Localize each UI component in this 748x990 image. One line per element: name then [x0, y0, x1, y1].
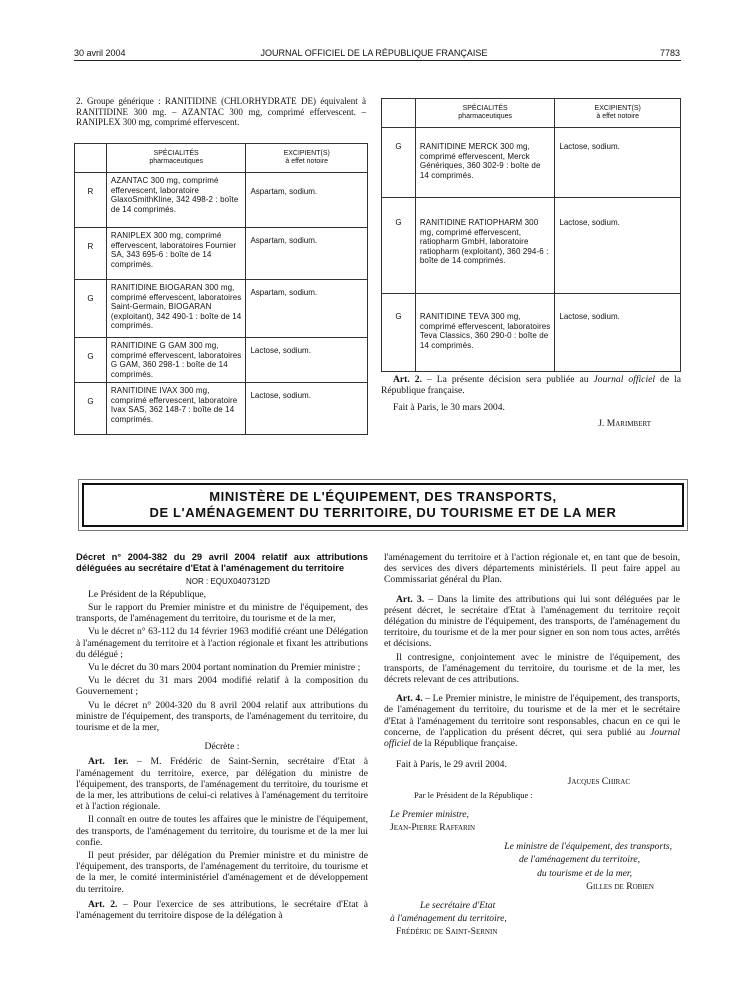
decree-decrete: Décrète :	[204, 741, 240, 753]
art2-text-end: de la République française.	[381, 374, 682, 397]
row-category: R	[75, 228, 107, 280]
decree-paragraph: Vu le décret n° 2004-320 du 8 avril 2004 relatif aux attributions du ministre de l'équipement, des transports, de l'aménagement du territoire, du tourisme et de la mer,	[76, 699, 368, 734]
minister-title-2: de l'aménagement du territoire,	[518, 854, 640, 866]
header-rule	[74, 60, 681, 61]
row-category: G	[75, 383, 107, 435]
art4-journal: Journal officiel	[384, 726, 680, 750]
secretary-title-2: à l'aménagement du territoire,	[390, 913, 507, 925]
col-exc-header: EXCIPIENT(S) à effet notoire	[246, 144, 368, 173]
table-row	[75, 383, 368, 435]
table-row	[382, 294, 681, 372]
row-excipient: Aspartam, sodium.	[246, 228, 368, 280]
ministry-line-1: MINISTÈRE DE L'ÉQUIPEMENT, DES TRANSPORTS,	[209, 489, 557, 504]
row-specialty: RANITIDINE G GAM 300 mg, comprimé effervescent, laboratoires G GAM, 360 298-1 : boîte de 14 comprimés.	[106, 338, 246, 383]
pm-title: Le Premier ministre,	[390, 808, 469, 820]
decree-paragraph: Il contresigne, conjointement avec le ministre de l'équipement, des transports, de l'aménagement du territoire, du tourisme et de la mer, les décrets relevant de ces attributions.	[384, 651, 680, 686]
header-date: 30 avril 2004	[74, 48, 126, 58]
decree-right-column	[384, 552, 680, 940]
col-cat-header	[382, 99, 416, 128]
row-category: G	[382, 198, 416, 294]
decree-paragraph: Vu le décret n° 63-112 du 14 février 1963 modifié créant une Délégation à l'aménagement du territoire et à l'action régionale et fixant les attributions du délégué ;	[76, 626, 368, 660]
art2-text: – Pour l'exercice de ses attributions, le secrétaire d'Etat à l'aménagement du territoire dispose de la délégation à	[76, 898, 369, 922]
decree-paragraph: Il peut présider, par délégation du Premier ministre et du ministre de l'équipement, des transports, de l'aménagement du territoire, du tourisme et de la mer, le comité interministériel d'aménagement et de développement du territoire.	[76, 850, 368, 895]
row-excipient: Lactose, sodium.	[555, 128, 681, 198]
table-header-row	[75, 144, 368, 173]
table-row	[382, 198, 681, 294]
row-specialty: RANITIDINE TEVA 300 mg, comprimé effervescent, laboratoires Teva Classics, 360 290-0 : boîte de 14 comprimés.	[415, 294, 555, 372]
col-exc-header: EXCIPIENT(S) à effet notoire	[555, 99, 681, 128]
art2-continuation: l'aménagement du territoire et à l'action régionale et, en tant que de besoin, des services des divers départements ministériels. Il peut faire appel au Commissariat général du Plan.	[384, 552, 680, 586]
row-excipient: Aspartam, sodium.	[246, 280, 368, 338]
art1-text: – M. Frédéric de Saint-Sernin, secrétaire d'Etat à l'aménagement du territoire, exerce, par délégation du ministre de l'équipement, des transports, de l'aménagement du territoire, du tourisme et de la mer, les attributions de celui-ci relatives à l'aménagement du territoire et à l'action régionale.	[76, 756, 368, 813]
left-specialties-table	[74, 143, 368, 435]
table-row	[382, 128, 681, 198]
art1-label: Art. 1er.	[88, 756, 129, 768]
decree-title: Décret n° 2004-382 du 29 avril 2004 relatif aux attributions déléguées au secrétaire d'Etat à l'aménagement du territoire	[76, 551, 368, 573]
table-row	[75, 173, 368, 228]
art4-label: Art. 4.	[396, 693, 423, 705]
ministry-heading	[82, 483, 684, 527]
right-specialties-table	[381, 98, 681, 372]
decree-paragraph: Sur le rapport du Premier ministre et du ministre de l'équipement, des transports, de l'aménagement du territoire, du tourisme et de la mer,	[76, 602, 368, 625]
table-row	[75, 280, 368, 338]
group2-intro: 2. Groupe générique : RANITIDINE (CHLORHYDRATE DE) équivalent à RANITIDINE 300 mg. – AZANTAC 300 mg, comprimé effervescent. – RANIPLEX 300 mg, comprimé effervescent.	[76, 96, 366, 127]
table-row	[75, 228, 368, 280]
row-excipient: Lactose, sodium.	[555, 198, 681, 294]
minister-name: Gilles de Robien	[586, 880, 654, 892]
header-page-number: 7783	[659, 48, 680, 58]
decision-made-at: Fait à Paris, le 30 mars 2004.	[393, 402, 505, 414]
decision-art2	[381, 374, 681, 431]
par-le-president: Par le Président de la République :	[414, 789, 533, 800]
header-journal: JOURNAL OFFICIEL DE LA RÉPUBLIQUE FRANÇAISE	[260, 48, 488, 58]
pm-name: Jean-Pierre Raffarin	[390, 822, 476, 834]
decree-paragraph: Vu le décret du 31 mars 2004 modifié relatif à la composition du Gouvernement ;	[76, 675, 368, 698]
row-excipient: Aspartam, sodium.	[246, 173, 368, 228]
ministry-line-2: DE L'AMÉNAGEMENT DU TERRITOIRE, DU TOURISME ET DE LA MER	[149, 505, 617, 520]
art4-text-end: de la République française.	[410, 738, 518, 750]
art3-label: Art. 3.	[396, 593, 425, 605]
art2-journal: Journal officiel	[593, 374, 656, 385]
art4-text: – Le Premier ministre, le ministre de l'équipement, des transports, de l'aménagement du territoire, du tourisme et de la mer et le secrétaire d'Etat à l'aménagement du territoire sont responsables, chacun en ce qui le concerne, de l'application du présent décret, qui sera publié au	[384, 693, 680, 738]
minister-title-3: du tourisme et de la mer,	[537, 867, 632, 879]
col-spec-header: SPÉCIALITÉS pharmaceutiques	[415, 99, 555, 128]
table-row	[75, 338, 368, 383]
row-excipient: Lactose, sodium.	[555, 294, 681, 372]
decree-made-at: Fait à Paris, le 29 avril 2004.	[396, 759, 507, 771]
decision-signature: J. Marimbert	[598, 417, 651, 429]
row-category: G	[382, 128, 416, 198]
row-category: G	[75, 280, 107, 338]
row-specialty: RANITIDINE RATIOPHARM 300 mg, comprimé effervescent, ratiopharm GmbH, laboratoire ratiopharm (exploitant), 360 294-6 : boîte de 14 comprimés.	[415, 198, 555, 294]
table-header-row	[382, 99, 681, 128]
row-specialty: AZANTAC 300 mg, comprimé effervescent, laboratoire GlaxoSmithKline, 342 498-2 : boîte de 14 comprimés.	[106, 173, 246, 228]
decree-paragraph: Le Président de la République,	[88, 588, 207, 600]
row-excipient: Lactose, sodium.	[246, 383, 368, 435]
minister-title-1: Le ministre de l'équipement, des transports,	[504, 841, 672, 853]
col-spec-header: SPÉCIALITÉS pharmaceutiques	[106, 144, 246, 173]
art2-label: Art. 2.	[88, 898, 118, 910]
row-specialty: RANITIDINE MERCK 300 mg, comprimé effervescent, Merck Génériques, 360 302-9 : boîte de 14 comprimés.	[415, 128, 555, 198]
row-excipient: Lactose, sodium.	[246, 338, 368, 383]
row-specialty: RANITIDINE IVAX 300 mg, comprimé effervescent, laboratoire Ivax SAS, 362 148-7 : boîte de 14 comprimés.	[106, 383, 246, 435]
secretary-name: Frédéric de Saint-Sernin	[396, 926, 498, 938]
decree-paragraph: Vu le décret du 30 mars 2004 portant nomination du Premier ministre ;	[88, 662, 361, 674]
art2-text: – La présente décision sera publiée au	[421, 374, 594, 385]
decree-paragraph: Il connaît en outre de toutes les affaires que le ministre de l'équipement, des transports, de l'aménagement du territoire, du tourisme et de la mer lui confie.	[76, 814, 368, 848]
art3-text: – Dans la limite des attributions qui lui sont déléguées par le présent décret, le secrétaire d'Etat à l'aménagement du territoire reçoit délégation du ministre de l'équipement, des transports, de l'aménagement du territoire, du tourisme et de la mer pour signer en son nom tous actes, arrêtés et décisions.	[384, 593, 680, 650]
decree-left-column	[76, 552, 368, 923]
row-specialty: RANIPLEX 300 mg, comprimé effervescent, laboratoires Fournier SA, 343 695-6 : boîte de 14 comprimés.	[106, 228, 246, 280]
decree-nor: NOR : EQUX0407312D	[185, 576, 271, 586]
row-specialty: RANITIDINE BIOGARAN 300 mg, comprimé effervescent, laboratoires Saint-Germain, BIOGARAN (exploitant), 342 490-1 : boîte de 14 comprimés.	[106, 280, 246, 338]
row-category: R	[75, 173, 107, 228]
row-category: G	[75, 338, 107, 383]
col-cat-header	[75, 144, 107, 173]
signature-president: Jacques Chirac	[567, 776, 630, 788]
row-category: G	[382, 294, 416, 372]
secretary-title-1: Le secrétaire d'Etat	[420, 900, 496, 912]
art2-label: Art. 2.	[393, 374, 422, 385]
